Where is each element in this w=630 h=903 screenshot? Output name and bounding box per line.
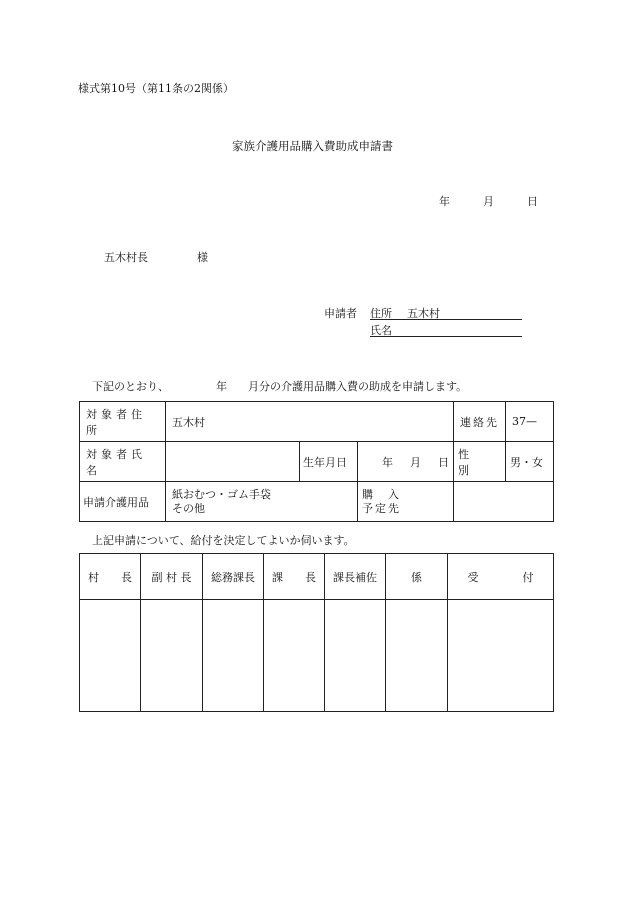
intro-year: 年 (216, 380, 227, 393)
sex-label-2: 別 (458, 463, 469, 477)
stamp-cell[interactable] (80, 600, 141, 712)
application-form-table (79, 401, 554, 522)
date-month: 月 (483, 195, 494, 208)
approval-col-assistant-chief: 課長補佐 (325, 554, 386, 600)
date-day: 日 (527, 195, 538, 208)
applicant-address-line (370, 305, 522, 320)
approval-header-row (80, 554, 554, 600)
items-line-1: 紙おむつ・ゴム手袋 (172, 487, 271, 501)
applicant-name-label: 氏名 (370, 324, 392, 337)
intro-sentence (92, 378, 467, 394)
address-value[interactable]: 五木村 (166, 402, 454, 442)
applicant-name-line (370, 322, 522, 337)
stamp-cell[interactable] (325, 600, 386, 712)
approval-note: 上記申請について、給付を決定してよいか伺います。 (92, 534, 355, 547)
name-value[interactable] (166, 442, 300, 482)
birth-value[interactable] (358, 442, 454, 482)
applicant-address-value: 五木村 (407, 307, 440, 320)
sex-label-1: 性 (458, 447, 469, 461)
contact-value[interactable]: 37— (506, 402, 554, 442)
approval-stamp-row (80, 600, 554, 712)
approval-col-reception: 受 付 (448, 554, 554, 600)
items-line-2: その他 (172, 501, 205, 515)
birth-label: 生年月日 (300, 442, 358, 482)
purchase-label (358, 482, 454, 522)
intro-suffix: 月分の介護用品購入費の助成を申請します。 (248, 380, 468, 393)
address-label: 対象者住所 (80, 402, 166, 442)
stamp-cell[interactable] (448, 600, 554, 712)
stamp-cell[interactable] (264, 600, 325, 712)
date-line (439, 193, 538, 209)
approval-col-staff: 係 (386, 554, 448, 600)
stamp-cell[interactable] (203, 600, 264, 712)
birth-day: 日 (438, 455, 449, 469)
applicant-address-label: 住所 (370, 307, 392, 320)
items-value[interactable] (166, 482, 358, 522)
addressee-honorific: 様 (197, 251, 208, 264)
name-label: 対象者氏名 (80, 442, 166, 482)
addressee (104, 249, 208, 265)
purchase-label-2: 予定先 (362, 501, 401, 515)
approval-col-village-chief: 村 長 (80, 554, 141, 600)
purchase-label-1: 購 入 (362, 487, 401, 501)
addressee-name: 五木村長 (104, 251, 148, 264)
form-number: 様式第10号（第11条の2関係） (78, 82, 234, 95)
items-label: 申請介護用品 (80, 482, 166, 522)
applicant-label: 申請者 (324, 307, 357, 320)
stamp-cell[interactable] (141, 600, 203, 712)
approval-col-general-affairs: 総務課長 (203, 554, 264, 600)
date-year: 年 (439, 195, 450, 208)
sex-label (454, 442, 506, 482)
approval-col-deputy-chief: 副 村 長 (141, 554, 203, 600)
table-row (80, 442, 554, 482)
intro-prefix: 下記のとおり、 (92, 380, 169, 393)
approval-col-section-chief: 課 長 (264, 554, 325, 600)
purchase-value[interactable] (454, 482, 554, 522)
table-row (80, 402, 554, 442)
birth-year: 年 (382, 455, 393, 469)
stamp-cell[interactable] (386, 600, 448, 712)
sex-value[interactable]: 男・女 (506, 442, 554, 482)
page-title: 家族介護用品購入費助成申請書 (232, 139, 393, 153)
contact-label: 連絡先 (454, 402, 506, 442)
birth-month: 月 (410, 455, 421, 469)
table-row (80, 482, 554, 522)
approval-table (79, 553, 554, 712)
